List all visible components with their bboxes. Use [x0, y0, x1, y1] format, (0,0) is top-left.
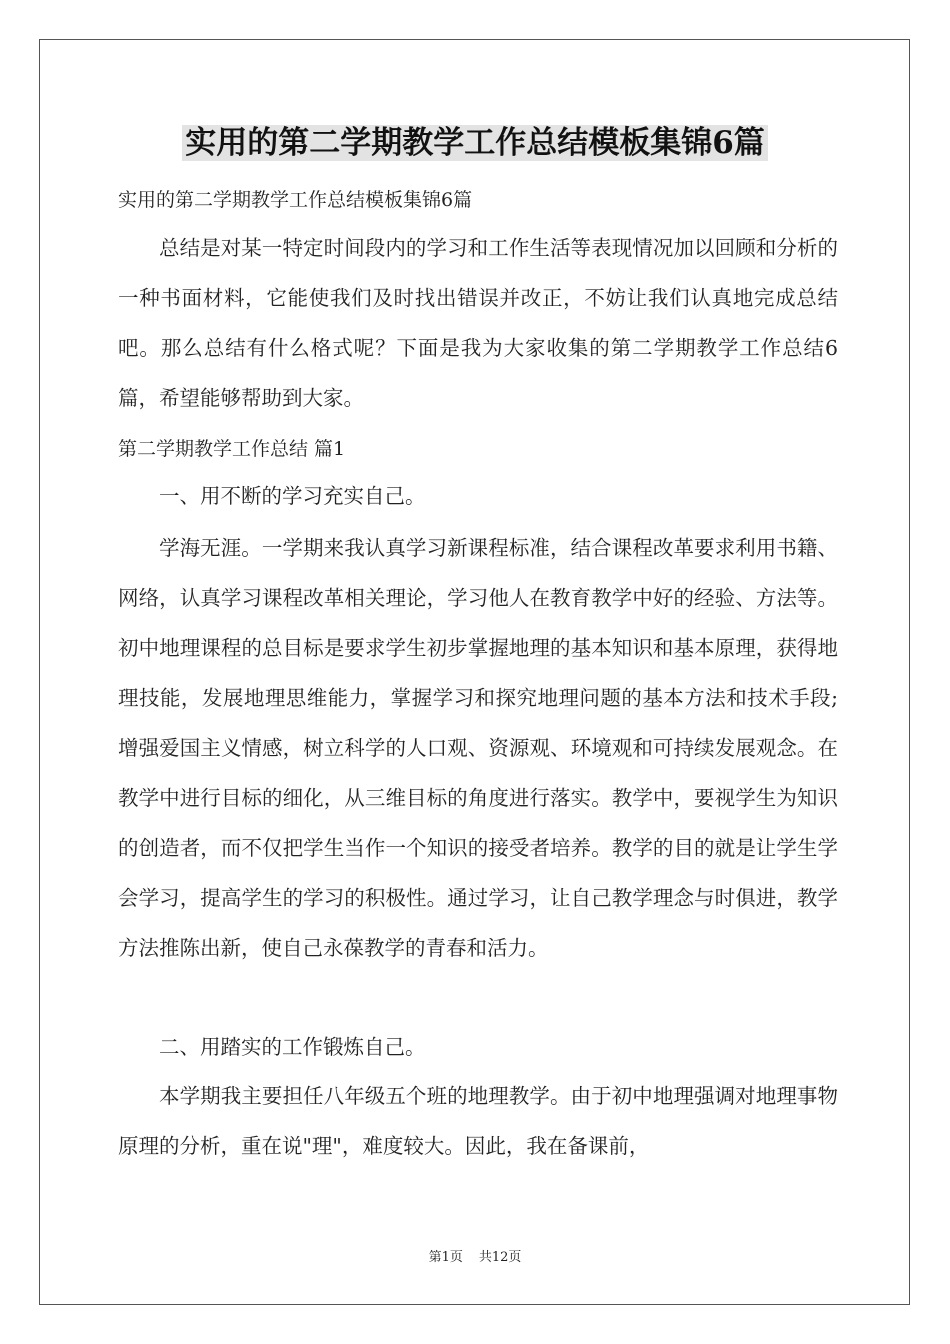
point-1-paragraph: 学海无涯。一学期来我认真学习新课程标准，结合课程改革要求利用书籍、网络，认真学习课程改革相关理论，学习他人在教育教学中好的经验、方法等。初中地理课程的总目标是要求学生初步掌握地理的基本知识和基本原理，获得地理技能，发展地理思维能力，掌握学习和探究地理问题的基本方法和技术手段;增强爱国主义情感，树立科学的人口观、资源观、环境观和可持续发展观念。在教学中进行目标的细化，从三维目标的角度进行落实。教学中，要视学生为知识的创造者，而不仅把学生当作一个知识的接受者培养。教学的目的就是让学生学会学习，提高学生的学习的积极性。通过学习，让自己教学理念与时俱进，教学方法推陈出新，使自己永葆教学的青春和活力。: [118, 536, 838, 960]
intro-paragraph: 总结是对某一特定时间段内的学习和工作生活等表现情况加以回顾和分析的一种书面材料，它能使我们及时找出错误并改正，不妨让我们认真地完成总结吧。那么总结有什么格式呢？下面是我为大家收集的第二学期教学工作总结6篇，希望能够帮助到大家。: [118, 236, 838, 410]
section-heading: 第二学期教学工作总结 篇1: [118, 438, 346, 460]
document-subtitle: 实用的第二学期教学工作总结模板集锦6篇: [118, 189, 473, 211]
point-2-paragraph: 本学期我主要担任八年级五个班的地理教学。由于初中地理强调对地理事物原理的分析，重在说"理"，难度较大。因此，我在备课前，: [118, 1084, 838, 1158]
document-title: [0, 120, 950, 166]
point-2-heading: 二、用踏实的工作锻炼自己。: [159, 1035, 426, 1059]
page-footer: [0, 1249, 950, 1267]
page-total: 共12页: [478, 1250, 522, 1265]
page-number: 第1页: [428, 1250, 463, 1265]
document-title-text: 实用的第二学期教学工作总结模板集锦6篇: [182, 125, 768, 161]
point-1-heading: 一、用不断的学习充实自己。: [159, 484, 426, 508]
